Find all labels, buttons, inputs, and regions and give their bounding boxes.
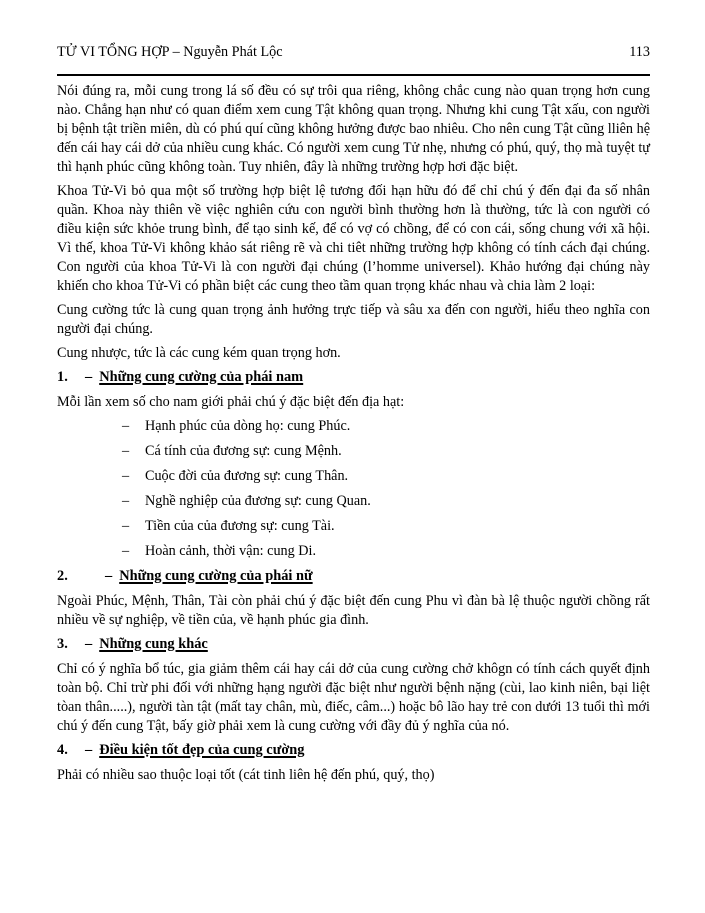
list-item-text: Hạnh phúc của dòng họ: cung Phúc. [145, 418, 351, 434]
list-item-dash: – [122, 418, 130, 434]
section-heading-2 [57, 567, 650, 586]
paragraph-phai-nu: Ngoài Phúc, Mệnh, Thân, Tài còn phải chú ý đặc biệt đến cung Phu vì đàn bà lệ thuộc người chồng rất nhiều về sự nghiệp, về tiền của, về hạnh phúc gia đình. [57, 593, 650, 628]
paragraph-cung-khac: Chỉ có ý nghĩa bổ túc, gia giảm thêm cái hay cái dở của cung cường chở khôgn có tính cách quyết định toàn bộ. Chỉ trừ phi đối với những hạng người đặc biệt như người bệnh nặng (cùi, lao kinh niên, bại liệt tòan thân.....), người tàn tật (mất tay chân, mù, điếc, câm...) hoặc bô lão hay trẻ con dưới 13 tuổi thì mới chú ý đến cung Tật, bấy giờ phải xem là cung cường với đầy đủ ý nghĩa của nó. [57, 661, 650, 734]
paragraph-khoa-tuvi: Khoa Tử-Vi bỏ qua một số trường hợp biệt lệ tương đối hạn hữu đó để chỉ chú ý đến đại đa số nhân quần. Khoa này thiên về việc nghiên cứu con người bình thường hơn là thường, tức là con người có điều kiện sức khỏe trung bình, để tạo sinh kế, để có vợ có chồng, để có con cái, sống chung với xã hội. Vì thế, khoa Tử-Vi không khảo sát riêng rẽ và chi tiêt những trường hợp không có tính cách đại chúng. Con người của khoa Tử-Vi là con người đại chúng (l’homme universel). Khảo hướng đại chúng này khiến cho khoa Tử-Vi có phần biệt các cung theo tầm quan trọng khác nhau và chia làm 2 loại: [57, 183, 650, 294]
book-title: TỬ VI TỔNG HỢP – Nguyễn Phát Lộc [57, 44, 283, 60]
list-item [57, 517, 650, 536]
section-title: Những cung cường của phái nữ [119, 568, 313, 584]
section-number: 1. [57, 369, 68, 385]
section-heading-3 [57, 635, 650, 654]
page-body [57, 82, 650, 785]
section-title: Điều kiện tốt đẹp của cung cường [99, 742, 305, 758]
list-item [57, 542, 650, 561]
header-rule [57, 74, 650, 76]
list-item-text: Cá tính của đương sự: cung Mệnh. [145, 443, 342, 459]
list-item [57, 417, 650, 436]
list-item-dash: – [122, 493, 130, 509]
list-item-dash: – [122, 468, 130, 484]
paragraph-dieu-kien: Phải có nhiều sao thuộc loại tốt (cát tinh liên hệ đến phú, quý, thọ) [57, 767, 435, 783]
list-item-dash: – [122, 443, 130, 459]
list-item-dash: – [122, 518, 130, 534]
section-title: Những cung khác [99, 636, 208, 652]
section-dash: – [85, 742, 93, 758]
list-item-text: Tiền của của đương sự: cung Tài. [145, 518, 335, 534]
section-dash: – [85, 369, 93, 385]
paragraph-cung-nhuoc-def: Cung nhược, tức là các cung kém quan trọng hơn. [57, 345, 341, 361]
paragraph-intro: Nói đúng ra, mỗi cung trong lá số đều có sự trôi qua riêng, không chắc cung nào quan trọng hơn cung nào. Chẳng hạn như có quan điểm xem cung Tật không quan trọng. Nhưng khi cung Tật xấu, con người bị bệnh tật triền miên, dù có phú quí cũng không hưởng được bao nhiêu. Cho nên cung Tật cũng lliên hệ đến cái hay cái dở của nhiều cung khác. Có người xem cung Tử nhẹ, nhưng có phú, quý, thọ mà tuyệt tự thì hạnh phúc cũng không toàn. Tuy nhiên, đây là những trường hợp hơi đặc biệt. [57, 83, 650, 175]
running-header [57, 44, 650, 61]
section-number: 4. [57, 742, 68, 758]
list-item [57, 492, 650, 511]
section-heading-4 [57, 741, 650, 760]
section-number: 2. [57, 568, 68, 584]
list-item [57, 467, 650, 486]
page-number: 113 [629, 44, 650, 60]
paragraph-cung-cuong-def: Cung cường tức là cung quan trọng ảnh hưởng trực tiếp và sâu xa đến con người, hiểu theo nghĩa con người đại chúng. [57, 302, 650, 337]
section-number: 3. [57, 636, 68, 652]
paragraph-nam-gioi-intro: Mỗi lần xem số cho nam giới phải chú ý đặc biệt đến địa hạt: [57, 394, 405, 410]
section-heading-1 [57, 368, 650, 387]
section-dash: – [85, 636, 93, 652]
list-item [57, 442, 650, 461]
list-item-text: Cuộc đời của đương sự: cung Thân. [145, 468, 349, 484]
section-dash: – [105, 568, 113, 584]
list-item-dash: – [122, 543, 130, 559]
list-item-text: Nghề nghiệp của đương sự: cung Quan. [145, 493, 371, 509]
list-item-text: Hoàn cảnh, thời vận: cung Di. [145, 543, 317, 559]
section-title: Những cung cường của phái nam [99, 369, 304, 385]
cung-list [57, 417, 650, 561]
